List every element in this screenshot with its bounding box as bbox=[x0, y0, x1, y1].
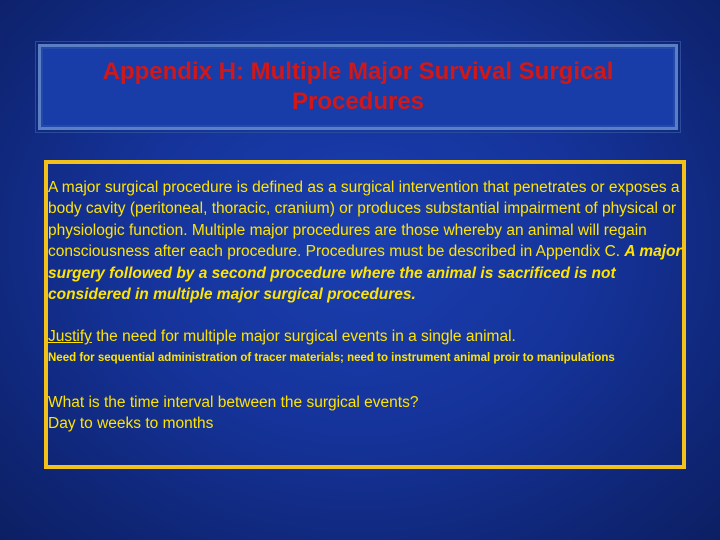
spacer bbox=[48, 305, 688, 326]
title-line-2: Procedures bbox=[291, 88, 425, 115]
interval-answer: Day to weeks to months bbox=[48, 415, 214, 433]
title-line-1: Appendix H: Multiple Major Survival Surgical bbox=[102, 58, 614, 85]
content-body bbox=[48, 177, 688, 435]
definition-paragraph bbox=[48, 177, 688, 305]
spacer bbox=[48, 366, 688, 392]
title-box bbox=[38, 44, 678, 130]
definition-emphasis: A major surgery followed by a second procedure where the animal is sacrificed is not considered in multiple major surgical procedures. bbox=[48, 243, 682, 304]
justify-rest: the need for multiple major surgical events in a single animal. bbox=[91, 328, 516, 346]
slide-title bbox=[41, 57, 675, 117]
justify-keyword: Justify bbox=[48, 328, 92, 346]
justify-question bbox=[48, 326, 688, 347]
definition-text: A major surgical procedure is defined as a surgical intervention that penetrates or exposes a body cavity (peritoneal, thoracic, cranium) or produces substantial impairment of physical or physiologic function. Multiple major procedures are those whereby an animal will regain consciousness after each procedure. Procedures must be described in Appendix C. bbox=[48, 179, 680, 261]
interval-question: What is the time interval between the surgical events? bbox=[48, 393, 419, 411]
justification-answer: Need for sequential administration of tracer materials; need to instrument animal proir to manipulations bbox=[48, 351, 615, 364]
